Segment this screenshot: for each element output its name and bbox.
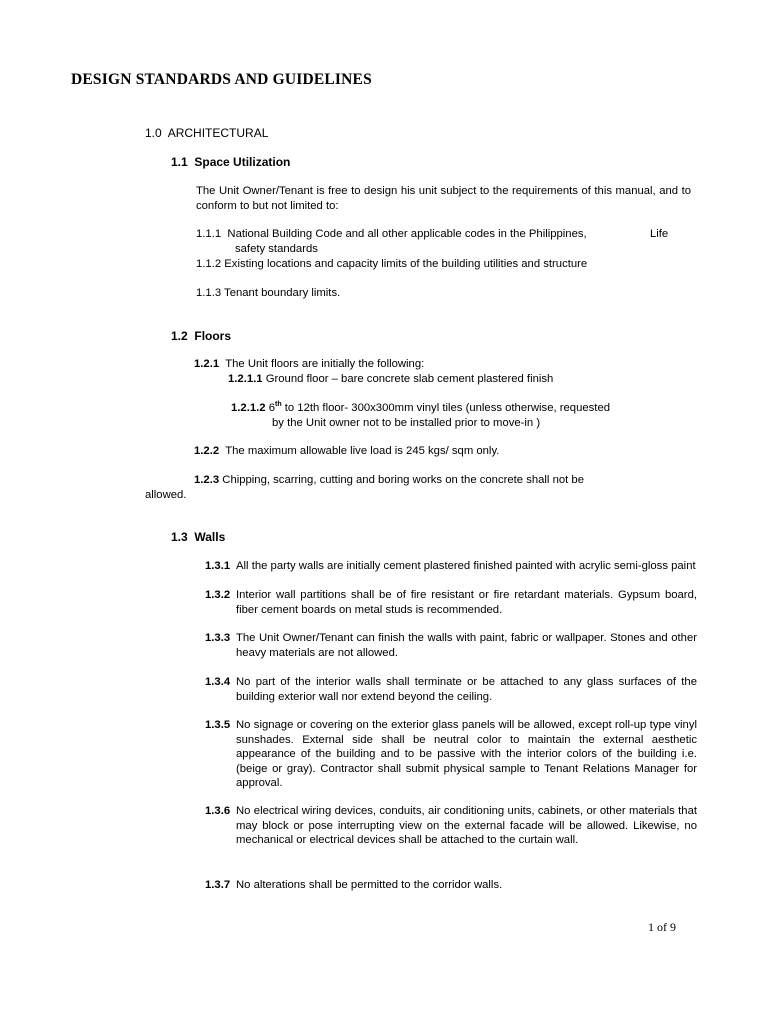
item-text: The Unit floors are initially the following:: [225, 358, 425, 370]
section-label: Space Utilization: [194, 155, 291, 169]
item-1-2-3: [194, 473, 584, 488]
item-text: Ground floor – bare concrete slab cement plastered finish: [265, 373, 554, 385]
item-1-2-2: [194, 444, 499, 459]
section-number: 1.0: [145, 126, 162, 140]
section-number: 1.3: [171, 530, 188, 544]
item-1-1-3: 1.1.3 Tenant boundary limits.: [196, 287, 341, 299]
item-1-3-1-text: All the party walls are initially cement plastered finished painted with acrylic semi-gloss paint: [236, 560, 696, 572]
item-1-3-1-number: 1.3.1: [205, 560, 231, 572]
item-1-2-3-line2: allowed.: [145, 489, 187, 501]
item-1-3-7-number: 1.3.7: [205, 879, 231, 891]
item-number: 1.2.2: [194, 445, 220, 457]
item-text: Chipping, scarring, cutting and boring works on the concrete shall not be: [222, 474, 584, 486]
item-1-2-1-2-line2: by the Unit owner not to be installed prior to move-in ): [272, 417, 541, 429]
item-1-3-3-text: The Unit Owner/Tenant can finish the walls with paint, fabric or wallpaper. Stones and other heavy materials are not allowed.: [236, 632, 697, 659]
page-number: 1 of 9: [648, 920, 676, 934]
section-1-2-heading: [171, 329, 231, 344]
superscript: th: [275, 401, 282, 409]
item-1-2-1-1: [228, 372, 553, 387]
item-number: 1.1.1: [196, 228, 222, 240]
section-1-3-heading: [171, 530, 225, 545]
item-number: 1.2.1.1: [228, 373, 263, 385]
item-1-3-5-text: No signage or covering on the exterior glass panels will be allowed, except roll-up type vinyl sunshades. External side shall be neutral color to maintain the external aesthetic appearance of the building and to be passive with the interior colors of the building i.e. (beige or gray). Contractor shall submit physical sample to Tenant Relations Manager for approval.: [236, 719, 697, 789]
item-text: to 12th floor- 300x300mm vinyl tiles (unless otherwise, requested: [284, 402, 611, 414]
item-1-1-2: 1.1.2 Existing locations and capacity limits of the building utilities and structure: [196, 258, 588, 270]
section-1-0-heading: [145, 126, 268, 141]
item-text: National Building Code and all other applicable codes in the Philippines,: [227, 228, 587, 240]
item-1-3-3-number: 1.3.3: [205, 632, 231, 644]
section-number: 1.2: [171, 329, 188, 343]
item-1-1-1: [196, 227, 587, 242]
item-1-3-5-number: 1.3.5: [205, 719, 231, 731]
section-label: ARCHITECTURAL: [167, 126, 269, 140]
item-1-3-2-number: 1.3.2: [205, 589, 231, 601]
section-number: 1.1: [171, 155, 188, 169]
item-1-3-6-number: 1.3.6: [205, 805, 231, 817]
item-number: 1.2.1: [194, 358, 220, 370]
document-title: DESIGN STANDARDS AND GUIDELINES: [71, 71, 372, 88]
item-text: The maximum allowable live load is 245 kgs/ sqm only.: [225, 445, 500, 457]
item-1-3-2-text: Interior wall partitions shall be of fire resistant or fire retardant materials. Gypsum board, fiber cement boards on metal studs is recommended.: [236, 589, 697, 616]
section-label: Floors: [194, 329, 232, 343]
item-1-1-1-line2: safety standards: [235, 243, 318, 255]
item-1-3-4-number: 1.3.4: [205, 676, 231, 688]
section-1-1-heading: [171, 155, 290, 170]
item-1-2-1: [194, 357, 424, 372]
item-1-3-7-text: No alterations shall be permitted to the corridor walls.: [236, 879, 503, 891]
item-1-3-6-text: No electrical wiring devices, conduits, air conditioning units, cabinets, or other materials that may block or pose interrupting view on the external facade will be allowed. Likewise, no mechanical or electrical devices shall be attached to the curtain wall.: [236, 805, 697, 846]
item-1-3-4-text: No part of the interior walls shall terminate or be attached to any glass surfaces of the building exterior wall nor extend beyond the ceiling.: [236, 676, 697, 703]
space-utilization-intro: The Unit Owner/Tenant is free to design his unit subject to the requirements of this manual, and to conform to but not limited to:: [196, 185, 691, 212]
item-1-2-1-2: [231, 401, 610, 416]
item-text-pre: 6: [268, 402, 275, 414]
section-label: Walls: [194, 530, 226, 544]
item-1-1-1-continuation: Life: [650, 228, 669, 240]
item-number: 1.2.3: [194, 474, 220, 486]
item-number: 1.2.1.2: [231, 402, 266, 414]
